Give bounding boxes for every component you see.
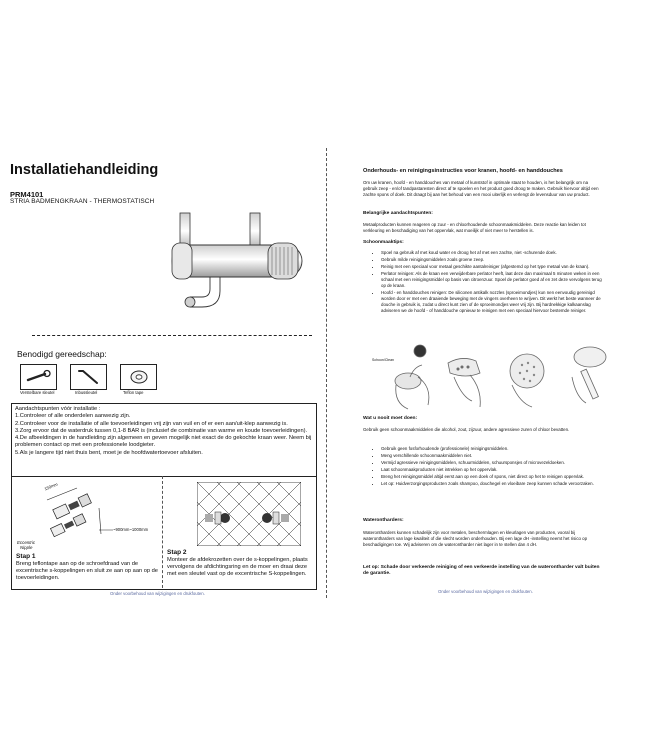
warranty-warning: Let op: Schade door verkeerde reiniging of een verkeerde instelling van de waterontharder valt buiten de garantie. xyxy=(363,565,600,576)
tool-label: Teflon tape xyxy=(123,390,144,395)
product-code: PRM4101 xyxy=(10,190,44,199)
never-text: Gebruik geen schoonmaakmiddelen die alcohol, zout, zijzuur, andere agressieve zuren of chloor bevatten. xyxy=(363,427,570,432)
tool-allen-key xyxy=(70,364,107,395)
note-item: 2.Controleer voor de installatie of alle toevoerleidingen vrij zijn van vuil en of er een aan/uit-klep aanwezig is. xyxy=(15,420,288,427)
page-divider xyxy=(326,148,327,598)
never-item: • Breng het reinigingsmiddel altijd eerst aan op een doek of spons, niet direct op het te reinigen oppervlak. xyxy=(381,474,603,480)
step2-text: Monteer de afdekrozetten over de s-koppelingen, plaats vervolgens de afdichtingsring en de moer en draai deze met een sleutel vast op de excentrische S-koppelingen. xyxy=(167,557,308,578)
important-text: Metaalproducten kunnen reageren op zuur - en chloorhoudende schoonmaakmiddelen. Deze reactie kan leiden tot verkleuring en beschadiging van het oppervlak, wat moeilijk of niet meer te herstellen is. xyxy=(363,222,586,233)
tool-teflon-tape xyxy=(120,364,157,395)
never-item: • Vermijd agressieve reinigingsmiddelen, schuurmiddelen, schuursponsjes of microvezeldoeken. xyxy=(381,460,603,466)
step2-tile-diagram xyxy=(197,482,301,546)
tools-heading: Benodigd gereedschap: xyxy=(17,349,107,359)
tip-item: • Reinig met een speciaal voor metaal geschikte aantalreiniger (afgestemd op het type metaal van de kraan). xyxy=(381,264,603,270)
step1-text: Breng teflontape aan op de schroefdraad van de excentrische s-koppelingen en sluit ze aan op aan op de toevoerleidingen. xyxy=(16,561,158,582)
dimension-150: 150mm xyxy=(43,481,59,492)
tips-heading: Schoonmaaktips: xyxy=(363,240,404,245)
section-divider xyxy=(32,335,312,336)
tip-item: • Spoel na gebruik af met koud water en droog het af met een zachte, niet -schurende doek. xyxy=(381,250,603,256)
note-item: 4.De afbeeldingen in de handleiding zijn algemeen en geven mogelijk niet exact de do gekochte kraan weer. Neem bij problemen contact op met een professionele loodgieter. xyxy=(15,435,312,449)
note-item: 1.Controleer of alle onderdelen aanwezig zijn. xyxy=(15,413,131,420)
never-item: • Gebruik geen fosforhoudende (professionele) reinigingsmiddelen. xyxy=(381,446,603,452)
tip-item: • Hoofd - en handdouches reinigen: De siliconen antikalk nozzles (sproeimondjes) kun nen eenvoudig gereinigd worden door er met een draaiende beweging met de vingers overheen te wrijven. Dit werkt het beste wanneer de douche in gebruik is, zodat u direct kunt zien of de sproeimondjes weer vrij zijn. Bij hardnekkige kalkaanslag adviseren we de hoofd - of handdouche opnieuw te reinigen met een speciaal hiervoor bestemde reiniger. xyxy=(381,290,603,314)
never-item: • Laat schoonmaakproducten niet intrekken op het oppervlak. xyxy=(381,467,603,473)
dimension-range: ~900mm~1000mm xyxy=(113,527,149,532)
wrench-icon xyxy=(20,364,57,390)
allen-key-icon xyxy=(70,364,107,390)
tape-roll-icon xyxy=(120,364,157,390)
softener-text: Waterontharders kunnen schadelijk zijn voor metalen, beschermlagen en kleurlagen van producten, vooral bij waterontharders van lage kwaliteit of die slecht worden onderhouden. Bij een lage dH -instelling neemt het risico op beschadigingen toe. Wij adviseren om de waterontharder niet lager in te stellen dan 4 dH. xyxy=(363,530,588,547)
faucet-illustration xyxy=(150,205,310,315)
tip-item: • Perlator reinigen: Als de kraan een verwijderbare perlator heeft, laat deze dan maximaal 5 minuten weken in een schaal met een reinigingsmiddel op basis van citroenzuur. Spoel de perlator goed af en zet deze vervolgens terug op de kraan. xyxy=(381,271,603,289)
never-list xyxy=(363,446,603,489)
tool-label: Verstelbare sleutel xyxy=(20,390,55,395)
softener-heading: Waterontharders: xyxy=(363,518,404,523)
maintenance-intro: Om uw kranen, hoofd - en handdouches van metaal of kunststof in optimale staat te houden, is het belangrijk om na gebruik zeep - en/of tandpastaresten direct af te spoelen en het product goed droog te maken. Gebruik hiervoor altijd een zachte spons of doek. Dit draagt bij aan het behoud van een mooi uiterlijk en verlengt de levensduur van uw product. xyxy=(363,180,599,197)
shower-cleaning-illustration xyxy=(362,337,612,413)
product-name: STRIA BADMENGKRAAN - THERMOSTATISCH xyxy=(10,198,155,205)
step1-diagram xyxy=(17,482,157,550)
step1-title: Stap 1 xyxy=(16,553,36,560)
instructions-box xyxy=(11,403,317,590)
never-item: • Let op: Huidverzorgingsproducten zoals shampoo, douchegel en vloeibare zeep kunnen schade veroorzaken. xyxy=(381,481,603,487)
tool-wrench xyxy=(20,364,57,395)
left-footer: Onder voorbehoud van wijzigingen en drukfouten. xyxy=(110,591,205,596)
right-footer: Onder voorbehoud van wijzigingen en drukfouten. xyxy=(438,589,533,594)
tips-list xyxy=(363,250,603,315)
tool-label: Inbussleutel xyxy=(75,390,98,395)
box-divider xyxy=(12,476,316,477)
never-heading: Wat u nooit moet doen: xyxy=(363,416,418,421)
step-divider xyxy=(162,476,163,588)
maintenance-heading: Onderhouds- en reinigingsinstructies voor kranen, hoofd- en handdouches xyxy=(363,168,563,174)
never-item: • Meng verschillende schoonmaakmiddelen niet. xyxy=(381,453,603,459)
notes-heading: Aandachtspunten vóór installatie : xyxy=(15,406,101,412)
tip-item: • Gebruik milde reinigingsmiddelen zoals groene zeep. xyxy=(381,257,603,263)
nozzle-caption: Schoon/Clean xyxy=(372,358,394,362)
important-heading: Belangrijke aandachtspunten: xyxy=(363,211,433,216)
step2-title: Stap 2 xyxy=(167,549,187,556)
notes-block xyxy=(15,406,313,457)
note-item: 5.Als je langere tijd niet thuis bent, moet je de hoofdwatertoevoer afsluiten. xyxy=(15,449,203,456)
nipple-label: Nipple xyxy=(20,545,33,550)
page-title: Installatiehandleiding xyxy=(10,162,159,178)
note-item: 3.Zorg ervoor dat de waterdruk tussen 0,1-8 BAR is (inclusief de combinatie van warme en koude toevoerleidingen). xyxy=(15,427,308,434)
eccentric-label: Eccentric xyxy=(17,540,36,545)
